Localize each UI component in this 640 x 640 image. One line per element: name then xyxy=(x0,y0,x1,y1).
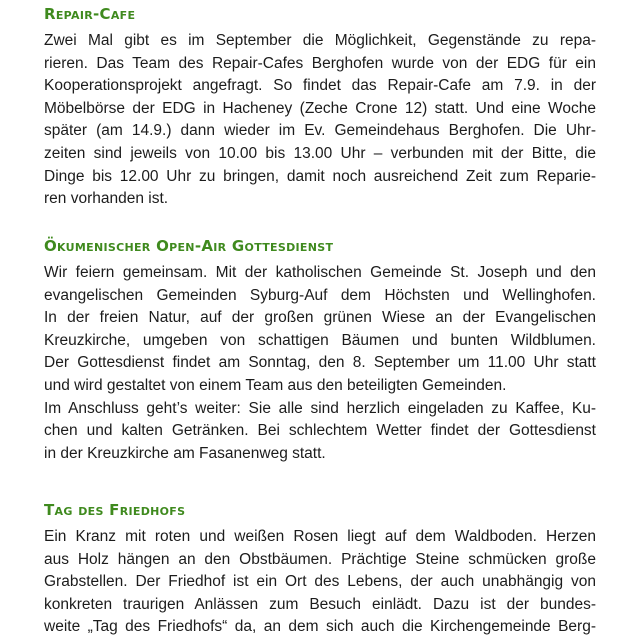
text-line: Möbelbörse der EDG in Hacheney (Zeche Crone 12) statt. Und eine Woche xyxy=(44,99,596,117)
text-line: Kooperationsprojekt angefragt. So findet das Repair-Cafe am 7.9. in der xyxy=(44,77,596,95)
text-line: Der Gottesdienst findet am Sonntag, den 8. September um 11.00 Uhr statt xyxy=(44,354,596,372)
text-line: und wird gestaltet von einem Team aus den beteiligten Gemeinden. xyxy=(44,376,507,394)
text-line: In der freien Natur, auf der großen grünen Wiese an der Evangelischen xyxy=(44,309,596,327)
paragraph-oekumenischer-gottesdienst xyxy=(44,262,596,465)
text-line: Dinge bis 12.00 Uhr zu bringen, damit noch ausreichend Zeit zum Reparie- xyxy=(44,167,596,185)
text-line: chen und kalten Getränken. Bei schlechtem Wetter findet der Gottesdienst xyxy=(44,422,596,440)
text-line: Wir feiern gemeinsam. Mit der katholischen Gemeinde St. Joseph und den xyxy=(44,264,596,281)
paragraph-tag-des-friedhofs xyxy=(44,526,596,639)
text-line: evangelischen Gemeinden Syburg-Auf dem Höchsten und Wellinghofen. xyxy=(44,286,596,304)
text-line: Ein Kranz mit roten und weißen Rosen liegt auf dem Waldboden. Herzen xyxy=(44,528,596,545)
section-tag-des-friedhofs xyxy=(44,500,596,639)
paragraph-repair-cafe xyxy=(44,30,596,211)
text-line: zeiten sind jeweils von 10.00 bis 13.00 Uhr – verbunden mit der Bitte, die xyxy=(44,144,596,162)
text-line: Im Anschluss geht’s weiter: Sie alle sind herzlich eingeladen zu Kaffee, Ku- xyxy=(44,399,596,417)
text-line: Kreuzkirche, umgeben von schattigen Bäumen und bunten Wildblumen. xyxy=(44,331,596,349)
text-line: Zwei Mal gibt es im September die Möglichkeit, Gegenstände zu repa- xyxy=(44,32,596,49)
heading-oekumenischer-gottesdienst: Ökumenischer Open-Air Gottesdienst xyxy=(44,237,334,255)
section-oekumenischer-gottesdienst xyxy=(44,236,596,465)
heading-tag-des-friedhofs: Tag des Friedhofs xyxy=(44,501,186,519)
section-repair-cafe xyxy=(44,4,596,211)
heading-repair-cafe: Repair-Cafe xyxy=(44,5,136,23)
text-line: in der Kreuzkirche am Fasanenweg statt. xyxy=(44,444,326,462)
text-line: später (am 14.9.) dann wieder im Ev. Gemeindehaus Berghofen. Die Uhr- xyxy=(44,122,596,140)
text-line: rieren. Das Team des Repair-Cafes Berghofen wurde von der EDG für ein xyxy=(44,54,596,72)
text-line: weite „Tag des Friedhofs“ da, an dem sich auch die Kirchengemeinde Berg- xyxy=(44,618,596,636)
text-line: aus Holz hängen an den Obstbäumen. Prächtige Steine schmücken große xyxy=(44,550,596,568)
text-line: Grabstellen. Der Friedhof ist ein Ort des Lebens, der auch unabhängig von xyxy=(44,573,596,591)
text-line: konkreten traurigen Anlässen zum Besuch einlädt. Dazu ist der bundes- xyxy=(44,595,596,613)
text-line: ren vorhanden ist. xyxy=(44,190,169,208)
